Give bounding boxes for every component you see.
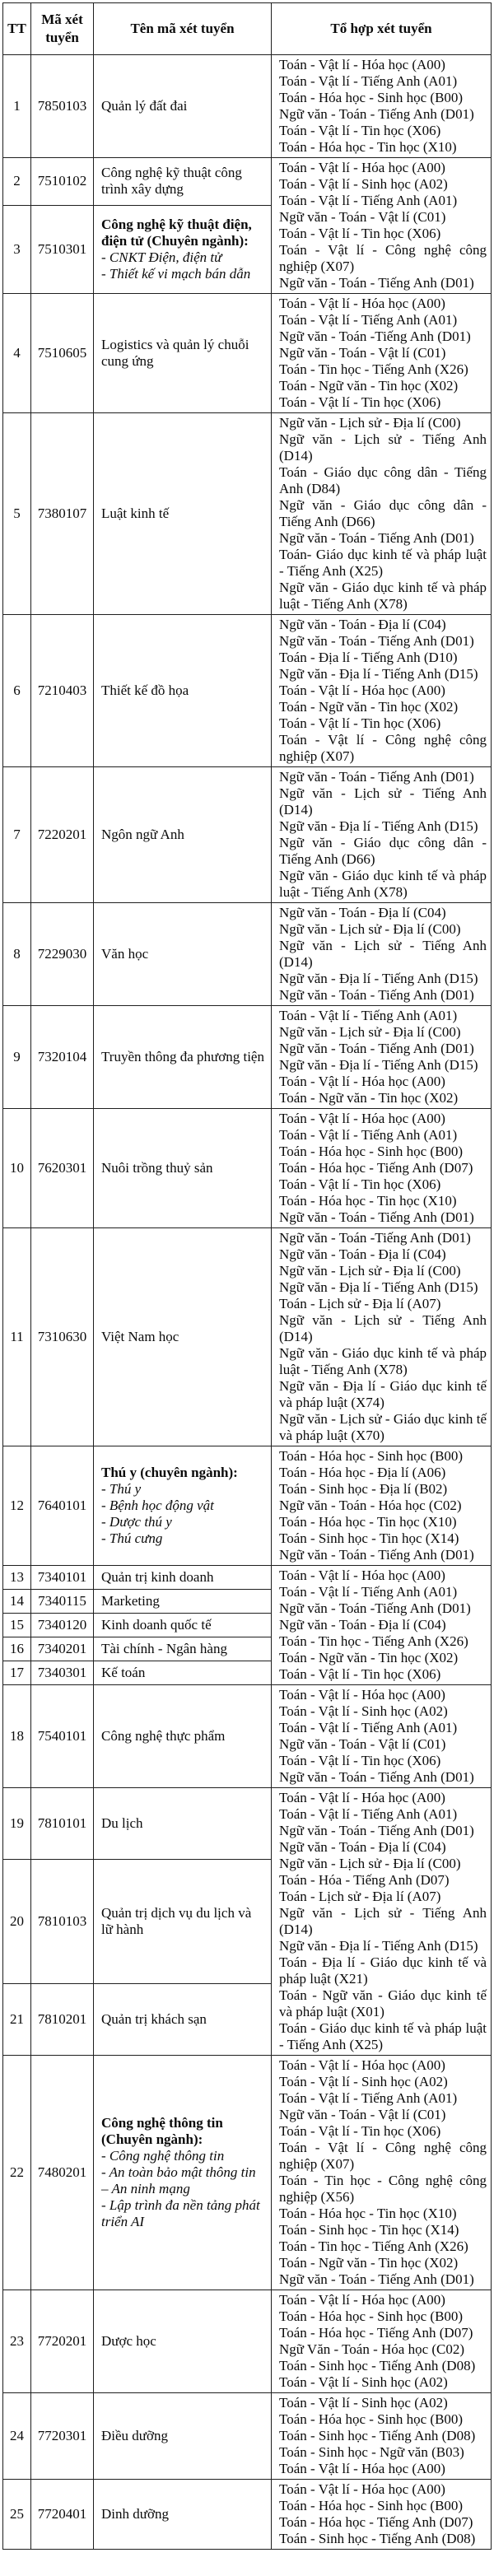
- subject-combination: Toán - Ngữ văn - Tin học (X02): [279, 1090, 459, 1106]
- subject-combination: Toán - Sinh học - Tin học (X14): [279, 2222, 459, 2238]
- subject-combination: Ngữ văn - Toán - Địa lí (C04): [279, 1246, 446, 1262]
- major-name-cell: [94, 1566, 272, 1590]
- subject-combination: Toán - Vật lí - Hóa học (A00): [279, 2481, 445, 2497]
- major-name-cell: [94, 55, 272, 158]
- subject-combination: Ngữ văn - Toán - Địa lí (C04): [279, 1617, 446, 1633]
- subject-combination: Toán - Hóa học - Tin học (X10): [279, 1193, 457, 1209]
- subject-combination: Toán - Sinh học - Tiếng Anh (D08): [279, 2531, 476, 2546]
- subject-combination: Toán - Vật lí - Tin học (X06): [279, 2123, 441, 2139]
- subject-combination: Toán - Lịch sử - Địa lí (A07): [279, 1296, 441, 1311]
- subject-combination: Toán - Hóa học - Sinh học (B00): [279, 2411, 464, 2427]
- major-name: Dược học: [101, 2333, 156, 2349]
- row-number-cell: 1: [3, 55, 31, 158]
- subject-combination: Ngữ văn - Giáo dục công dân - Tiếng Anh (D66): [279, 497, 487, 529]
- major-specialization: - Bệnh học động vật: [101, 1498, 214, 1513]
- subject-combination: Toán - Ngữ văn - Tin học (X02): [279, 699, 459, 715]
- major-name-cell: [94, 1446, 272, 1566]
- subject-combination: Toán - Vật lí - Sinh học (A02): [279, 1703, 448, 1719]
- subject-combination: Ngữ văn - Lịch sử - Tiếng Anh (D14): [279, 1905, 487, 1937]
- subject-combination: Toán - Vật lí - Hóa học (A00): [279, 1790, 445, 1805]
- row-number-cell: 17: [3, 1661, 31, 1685]
- subject-combination: Ngữ văn - Toán - Tiếng Anh (D01): [279, 1209, 474, 1225]
- table-body: [3, 55, 492, 2550]
- major-name: Kinh doanh quốc tế: [101, 1617, 212, 1633]
- major-name-cell: [94, 1109, 272, 1228]
- subject-combination: Toán - Sinh học - Ngữ văn (B03): [279, 2444, 464, 2460]
- major-name: Việt Nam học: [101, 1329, 179, 1344]
- subject-combination: Toán - Vật lí - Tiếng Anh (A01): [279, 193, 458, 208]
- major-name: Công nghệ kỹ thuật công trình xây dựng: [101, 165, 242, 198]
- major-name-cell: [94, 2290, 272, 2393]
- major-specialization: - Thú y: [101, 1481, 142, 1497]
- major-specialization: - An toàn bảo mật thông tin – An ninh mạng: [101, 2164, 256, 2196]
- table-row: [3, 2393, 492, 2480]
- subject-combination: Toán - Giáo dục công dân - Tiếng Anh (D84): [279, 464, 487, 496]
- subject-combination: Toán - Hóa học - Địa lí (A06): [279, 1465, 446, 1480]
- row-number-cell: 4: [3, 294, 31, 413]
- major-name-cell: [94, 1661, 272, 1685]
- major-name-cell: [94, 903, 272, 1006]
- subject-combination: Ngữ Văn - Toán - Hóa học (C02): [279, 2341, 465, 2357]
- subject-combination: Toán - Vật lí - Tiếng Anh (A01): [279, 1806, 458, 1822]
- subject-combination: Toán - Ngữ văn - Tin học (X02): [279, 2255, 459, 2271]
- subject-combination: Toán - Vật lí - Tiếng Anh (A01): [279, 1584, 458, 1600]
- subject-combination: Ngữ văn - Lịch sử - Tiếng Anh (D14): [279, 785, 487, 818]
- table-row: [3, 1685, 492, 1788]
- subject-combination: Ngữ văn - Toán - Tiếng Anh (D01): [279, 769, 474, 785]
- subject-combination: Ngữ văn - Toán -Tiếng Anh (D01): [279, 1600, 471, 1616]
- subject-combination: Toán - Vật lí - Công nghệ công nghiệp (X07): [279, 732, 487, 764]
- major-name: Marketing: [101, 1593, 160, 1609]
- major-name: Công nghệ thực phẩm: [101, 1728, 226, 1744]
- major-name-cell: [94, 1006, 272, 1109]
- subject-combination: Toán - Hóa học - Tiếng Anh (D07): [279, 2325, 473, 2341]
- admission-code-cell: 7320104: [31, 1006, 94, 1109]
- subject-combination: Toán - Giáo dục kinh tế và pháp luật - Tiếng Anh (X25): [279, 2020, 487, 2052]
- subject-combinations-cell: [272, 2480, 492, 2550]
- admission-code-cell: 7510605: [31, 294, 94, 413]
- subject-combination: Ngữ văn - Địa lí - Tiếng Anh (D15): [279, 971, 478, 986]
- subject-combination: Toán - Vật lí - Hóa học (A00): [279, 1074, 445, 1089]
- row-number-cell: 9: [3, 1006, 31, 1109]
- subject-combination: Toán - Vật lí - Tin học (X06): [279, 1176, 441, 1192]
- subject-combination: Ngữ văn - Lịch sử - Địa lí (C00): [279, 1856, 461, 1871]
- row-number-cell: 7: [3, 767, 31, 903]
- admission-code-cell: 7220201: [31, 767, 94, 903]
- major-specialization: - CNKT Điện, điện tử: [101, 249, 222, 265]
- major-specialization: - Thiết kế vi mạch bán dẫn: [101, 265, 251, 282]
- subject-combination: Toán - Hóa học - Sinh học (B00): [279, 2498, 464, 2513]
- major-specialization: - Lập trình đa nền tảng phát triển AI: [101, 2197, 260, 2229]
- subject-combination: Toán - Sinh học - Tiếng Anh (D08): [279, 2428, 476, 2443]
- subject-combinations-cell: [272, 2290, 492, 2393]
- major-name-cell: [94, 1685, 272, 1788]
- subject-combination: Toán - Vật lí - Tiếng Anh (A01): [279, 2090, 458, 2106]
- major-name-cell: [94, 413, 272, 615]
- subject-combinations-cell: [272, 294, 492, 413]
- header-row: [3, 3, 492, 55]
- subject-combination: Toán - Vật lí - Tin học (X06): [279, 1753, 441, 1768]
- row-number-cell: 5: [3, 413, 31, 615]
- subject-combination: Toán - Vật lí - Hóa học (A00): [279, 682, 445, 698]
- admission-code-cell: 7340101: [31, 1566, 94, 1590]
- subject-combination: Toán - Vật lí - Tin học (X06): [279, 715, 441, 731]
- admission-code-cell: 7310630: [31, 1228, 94, 1446]
- table-row: [3, 1446, 492, 1566]
- row-number-cell: 18: [3, 1685, 31, 1788]
- subject-combination: Ngữ văn - Toán - Vật lí (C01): [279, 345, 446, 361]
- subject-combination: Ngữ văn - Toán - Vật lí (C01): [279, 2107, 446, 2122]
- subject-combinations-cell: [272, 1685, 492, 1788]
- subject-combinations-cell: [272, 2393, 492, 2480]
- subject-combination: Toán - Vật lí - Tiếng Anh (A01): [279, 73, 458, 89]
- table-row: [3, 903, 492, 1006]
- major-name: Ngôn ngữ Anh: [101, 827, 184, 842]
- subject-combination: Toán - Vật lí - Sinh học (A02): [279, 2395, 448, 2411]
- subject-combinations-cell: [272, 1788, 492, 2056]
- subject-combination: Toán - Vật lí - Hóa học (A00): [279, 1567, 445, 1583]
- major-name-heading: Công nghệ kỹ thuật điện, điện tử (Chuyên ngành):: [101, 216, 252, 249]
- subject-combination: Toán - Lịch sử - Địa lí (A07): [279, 1889, 441, 1904]
- subject-combination: Toán - Vật lí - Công nghệ công nghiệp (X07): [279, 2140, 487, 2172]
- subject-combination: Ngữ văn - Lịch sử - Địa lí (C00): [279, 415, 461, 431]
- row-number-cell: 22: [3, 2056, 31, 2290]
- admission-code-cell: 7720301: [31, 2393, 94, 2480]
- admission-code-cell: 7810101: [31, 1788, 94, 1860]
- subject-combination: Toán - Vật lí - Hóa học (A00): [279, 2292, 445, 2308]
- admission-code-cell: 7850103: [31, 55, 94, 158]
- row-number-cell: 12: [3, 1446, 31, 1566]
- subject-combination: Toán - Hóa học - Sinh học (B00): [279, 1144, 464, 1159]
- subject-combinations-cell: [272, 1566, 492, 1685]
- row-number-cell: 11: [3, 1228, 31, 1446]
- subject-combination: Toán - Sinh học - Tiếng Anh (D08): [279, 2358, 476, 2373]
- subject-combination: Ngữ văn - Toán -Tiếng Anh (D01): [279, 1230, 471, 1246]
- subject-combination: Ngữ văn - Giáo dục công dân - Tiếng Anh (D66): [279, 835, 487, 867]
- subject-combinations-cell: [272, 767, 492, 903]
- subject-combination: Toán - Ngữ văn - Tin học (X02): [279, 1650, 459, 1665]
- table-row: [3, 55, 492, 158]
- admission-code-cell: 7810103: [31, 1859, 94, 1983]
- major-name-heading: Công nghệ thông tin (Chuyên ngành):: [101, 2115, 223, 2147]
- subject-combination: Toán - Địa lí - Tiếng Anh (D10): [279, 650, 458, 665]
- row-number-cell: 21: [3, 1984, 31, 2056]
- row-number-cell: 2: [3, 158, 31, 206]
- admission-code-cell: 7210403: [31, 615, 94, 767]
- subject-combination: Toán - Vật lí - Hóa học (A00): [279, 296, 445, 311]
- major-name-cell: [94, 1788, 272, 1860]
- table-row: [3, 1566, 492, 1590]
- subject-combination: Toán - Tin học - Tiếng Anh (X26): [279, 2238, 468, 2254]
- row-number-cell: 25: [3, 2480, 31, 2550]
- subject-combinations-cell: [272, 903, 492, 1006]
- subject-combination: Toán - Sinh học - Địa lí (B02): [279, 1481, 448, 1497]
- subject-combination: Toán - Vật lí - Tin học (X06): [279, 123, 441, 138]
- major-name-cell: [94, 1590, 272, 1614]
- subject-combination: Toán- Giáo dục kinh tế và pháp luật - Tiếng Anh (X25): [279, 547, 487, 579]
- row-number-cell: 10: [3, 1109, 31, 1228]
- table-row: [3, 2056, 492, 2290]
- subject-combinations-cell: [272, 158, 492, 294]
- admission-codes-table: [2, 2, 492, 2550]
- major-name: Kế toán: [101, 1665, 146, 1680]
- subject-combination: Toán - Địa lí - Giáo dục kinh tế và pháp luật (X21): [279, 1954, 487, 1987]
- subject-combination: Toán - Sinh học - Tin học (X14): [279, 1530, 459, 1546]
- major-name-cell: [94, 158, 272, 206]
- subject-combination: Ngữ văn - Toán - Tiếng Anh (D01): [279, 1547, 474, 1563]
- subject-combination: Toán - Hóa học - Tin học (X10): [279, 139, 457, 155]
- major-name-cell: [94, 1614, 272, 1637]
- header-code: Mã xét tuyển: [31, 3, 94, 55]
- table-row: [3, 1788, 492, 1860]
- subject-combination: Toán - Tin học - Công nghệ công nghiệp (X56): [279, 2173, 487, 2205]
- subject-combination: Ngữ văn - Lịch sử - Địa lí (C00): [279, 921, 461, 937]
- subject-combination: Toán - Vật lí - Hóa học (A00): [279, 57, 445, 72]
- admission-code-cell: 7540101: [31, 1685, 94, 1788]
- subject-combination: Toán - Hóa học - Sinh học (B00): [279, 2308, 464, 2324]
- header-name: Tên mã xét tuyển: [94, 3, 272, 55]
- table-row: [3, 1006, 492, 1109]
- major-name-cell: [94, 205, 272, 293]
- major-name: Văn học: [101, 946, 149, 962]
- subject-combination: Ngữ văn - Toán - Vật lí (C01): [279, 1736, 446, 1752]
- subject-combination: Ngữ văn - Địa lí - Giáo dục kinh tế và pháp luật (X74): [279, 1378, 487, 1410]
- table-row: [3, 1109, 492, 1228]
- admission-code-cell: 7340120: [31, 1614, 94, 1637]
- subject-combination: Ngữ văn - Toán -Tiếng Anh (D01): [279, 328, 471, 344]
- admission-code-cell: 7810201: [31, 1984, 94, 2056]
- subject-combinations-cell: [272, 413, 492, 615]
- subject-combination: Ngữ văn - Lịch sử - Tiếng Anh (D14): [279, 938, 487, 970]
- subject-combination: Toán - Vật lí - Sinh học (A02): [279, 2374, 448, 2390]
- subject-combination: Ngữ văn - Toán - Tiếng Anh (D01): [279, 275, 474, 291]
- major-name: Truyền thông đa phương tiện: [101, 1049, 264, 1064]
- subject-combination: Toán - Hóa học - Tiếng Anh (D07): [279, 1160, 473, 1176]
- subject-combination: Toán - Vật lí - Hóa học (A00): [279, 1111, 445, 1126]
- major-name: Luật kinh tế: [101, 505, 170, 521]
- subject-combination: Toán - Vật lí - Tin học (X06): [279, 394, 441, 410]
- header-tt: TT: [3, 3, 31, 55]
- major-name: Quản trị kinh doanh: [101, 1569, 214, 1585]
- subject-combination: Ngữ văn - Địa lí - Tiếng Anh (D15): [279, 1057, 478, 1073]
- subject-combination: Toán - Hóa học - Tin học (X10): [279, 2206, 457, 2221]
- row-number-cell: 20: [3, 1859, 31, 1983]
- subject-combination: Ngữ văn - Toán - Địa lí (C04): [279, 1839, 446, 1855]
- admission-code-cell: 7720401: [31, 2480, 94, 2550]
- subject-combination: Ngữ văn - Lịch sử - Địa lí (C00): [279, 1024, 461, 1040]
- subject-combination: Ngữ văn - Giáo dục kinh tế và pháp luật - Tiếng Anh (X78): [279, 868, 487, 900]
- subject-combination: Ngữ văn - Toán - Tiếng Anh (D01): [279, 2271, 474, 2287]
- subject-combination: Toán - Vật lí - Tiếng Anh (A01): [279, 1008, 458, 1023]
- subject-combination: Ngữ văn - Toán - Tiếng Anh (D01): [279, 633, 474, 649]
- major-name-cell: [94, 1637, 272, 1661]
- subject-combinations-cell: [272, 1228, 492, 1446]
- subject-combination: Ngữ văn - Địa lí - Tiếng Anh (D15): [279, 1279, 478, 1295]
- subject-combination: Ngữ văn - Lịch sử - Giáo dục kinh tế và pháp luật (X70): [279, 1411, 487, 1443]
- table-row: [3, 615, 492, 767]
- table-row: [3, 158, 492, 206]
- subject-combination: Toán - Hóa học - Tiếng Anh (D07): [279, 2514, 473, 2530]
- admission-code-cell: 7340301: [31, 1661, 94, 1685]
- subject-combination: Ngữ văn - Lịch sử - Tiếng Anh (D14): [279, 431, 487, 463]
- subject-combination: Toán - Vật lí - Hóa học (A00): [279, 2057, 445, 2073]
- major-name-cell: [94, 615, 272, 767]
- subject-combination: Toán - Tin học - Tiếng Anh (X26): [279, 361, 468, 377]
- subject-combination: Ngữ văn - Toán - Hóa học (C02): [279, 1498, 462, 1513]
- admission-code-cell: 7620301: [31, 1109, 94, 1228]
- subject-combination: Toán - Hóa học - Sinh học (B00): [279, 90, 464, 105]
- subject-combination: Toán - Vật lí - Tiếng Anh (A01): [279, 1127, 458, 1143]
- major-name-cell: [94, 767, 272, 903]
- major-name: Tài chính - Ngân hàng: [101, 1641, 227, 1656]
- subject-combination: Ngữ văn - Toán - Tiếng Anh (D01): [279, 1823, 474, 1838]
- subject-combination: Ngữ văn - Toán - Tiếng Anh (D01): [279, 1041, 474, 1056]
- subject-combination: Ngữ văn - Giáo dục kinh tế và pháp luật - Tiếng Anh (X78): [279, 580, 487, 612]
- major-name: Quản lý đất đai: [101, 98, 188, 114]
- admission-code-cell: 7720201: [31, 2290, 94, 2393]
- row-number-cell: 15: [3, 1614, 31, 1637]
- row-number-cell: 14: [3, 1590, 31, 1614]
- major-name-cell: [94, 2480, 272, 2550]
- major-specialization: - Dược thú y: [101, 1514, 172, 1530]
- admission-code-cell: 7229030: [31, 903, 94, 1006]
- admission-code-cell: 7340201: [31, 1637, 94, 1661]
- admission-code-cell: 7480201: [31, 2056, 94, 2290]
- row-number-cell: 24: [3, 2393, 31, 2480]
- major-specialization: - Thú cưng: [101, 1530, 163, 1546]
- subject-combinations-cell: [272, 1006, 492, 1109]
- subject-combination: Toán - Vật lí - Tiếng Anh (A01): [279, 1720, 458, 1735]
- subject-combination: Ngữ văn - Toán - Tiếng Anh (D01): [279, 106, 474, 122]
- major-name: Logistics và quản lý chuỗi cung ứng: [101, 337, 249, 369]
- major-name: Quản trị khách sạn: [101, 2011, 207, 2028]
- subject-combination: Toán - Vật lí - Tin học (X06): [279, 1666, 441, 1682]
- table-row: [3, 294, 492, 413]
- subject-combinations-cell: [272, 615, 492, 767]
- header-combos: Tổ hợp xét tuyển: [272, 3, 492, 55]
- table-row: [3, 2480, 492, 2550]
- subject-combination: Toán - Vật lí - Tiếng Anh (A01): [279, 312, 458, 328]
- row-number-cell: 6: [3, 615, 31, 767]
- major-name: Quản trị dịch vụ du lịch và lữ hành: [101, 1904, 252, 1937]
- major-name: Du lịch: [101, 1814, 143, 1831]
- subject-combination: Toán - Ngữ văn - Giáo dục kinh tế và pháp luật (X01): [279, 1987, 487, 2019]
- subject-combination: Toán - Hóa học - Sinh học (B00): [279, 1448, 464, 1464]
- major-name-cell: [94, 2393, 272, 2480]
- subject-combination: Ngữ văn - Lịch sử - Địa lí (C00): [279, 1263, 461, 1279]
- subject-combinations-cell: [272, 2056, 492, 2290]
- major-name-heading: Thú y (chuyên ngành):: [101, 1465, 238, 1480]
- major-name: Thiết kế đồ họa: [101, 682, 189, 698]
- subject-combination: Ngữ văn - Địa lí - Tiếng Anh (D15): [279, 666, 478, 682]
- subject-combination: Ngữ văn - Toán - Tiếng Anh (D01): [279, 987, 474, 1003]
- subject-combination: Ngữ văn - Toán - Vật lí (C01): [279, 209, 446, 225]
- subject-combination: Ngữ văn - Toán - Tiếng Anh (D01): [279, 1769, 474, 1785]
- subject-combination: Toán - Vật lí - Hóa học (A00): [279, 2461, 445, 2476]
- subject-combinations-cell: [272, 55, 492, 158]
- subject-combination: Toán - Vật lí - Sinh học (A02): [279, 176, 448, 192]
- subject-combinations-cell: [272, 1446, 492, 1566]
- major-specialization: - Công nghệ thông tin: [101, 2148, 225, 2164]
- subject-combination: Ngữ văn - Giáo dục kinh tế và pháp luật - Tiếng Anh (X78): [279, 1345, 487, 1377]
- major-name-cell: [94, 2056, 272, 2290]
- major-name-cell: [94, 1228, 272, 1446]
- admission-code-cell: 7380107: [31, 413, 94, 615]
- row-number-cell: 16: [3, 1637, 31, 1661]
- table-row: [3, 1228, 492, 1446]
- subject-combinations-cell: [272, 1109, 492, 1228]
- admission-code-cell: 7640101: [31, 1446, 94, 1566]
- subject-combination: Ngữ văn - Địa lí - Tiếng Anh (D15): [279, 1938, 478, 1954]
- major-name: Điều dưỡng: [101, 2428, 168, 2443]
- subject-combination: Ngữ văn - Toán - Địa lí (C04): [279, 617, 446, 632]
- admission-code-cell: 7510301: [31, 205, 94, 293]
- subject-combination: Toán - Vật lí - Hóa học (A00): [279, 160, 445, 175]
- subject-combination: Toán - Vật lí - Công nghệ công nghiệp (X07): [279, 242, 487, 274]
- subject-combination: Toán - Vật lí - Tin học (X06): [279, 226, 441, 241]
- table-row: [3, 413, 492, 615]
- major-name: Nuôi trồng thuỷ sản: [101, 1160, 213, 1176]
- major-name: Dinh dưỡng: [101, 2506, 169, 2522]
- subject-combination: Toán - Ngữ văn - Tin học (X02): [279, 378, 459, 394]
- subject-combination: Ngữ văn - Địa lí - Tiếng Anh (D15): [279, 818, 478, 834]
- row-number-cell: 19: [3, 1788, 31, 1860]
- row-number-cell: 8: [3, 903, 31, 1006]
- row-number-cell: 3: [3, 205, 31, 293]
- subject-combination: Ngữ văn - Toán - Địa lí (C04): [279, 905, 446, 920]
- table-row: [3, 2290, 492, 2393]
- subject-combination: Ngữ văn - Toán - Tiếng Anh (D01): [279, 530, 474, 546]
- admission-code-cell: 7340115: [31, 1590, 94, 1614]
- subject-combination: Toán - Hóa học - Tin học (X10): [279, 1514, 457, 1530]
- subject-combination: Toán - Vật lí - Hóa học (A00): [279, 1687, 445, 1703]
- row-number-cell: 23: [3, 2290, 31, 2393]
- subject-combination: Ngữ văn - Lịch sử - Tiếng Anh (D14): [279, 1312, 487, 1344]
- subject-combination: Toán - Hóa - Tiếng Anh (D07): [279, 1872, 450, 1888]
- row-number-cell: 13: [3, 1566, 31, 1590]
- major-name-cell: [94, 1984, 272, 2056]
- subject-combination: Toán - Vật lí - Sinh học (A02): [279, 2074, 448, 2089]
- major-name-cell: [94, 1859, 272, 1983]
- table-row: [3, 767, 492, 903]
- subject-combination: Toán - Tin học - Tiếng Anh (X26): [279, 1633, 468, 1649]
- admission-code-cell: 7510102: [31, 158, 94, 206]
- major-name-cell: [94, 294, 272, 413]
